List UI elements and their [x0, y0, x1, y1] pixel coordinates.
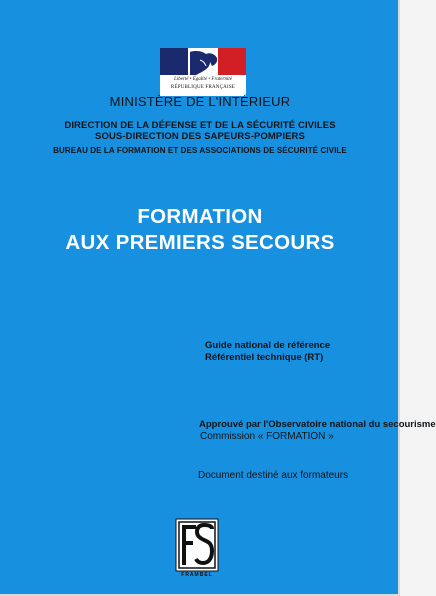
title-line-2: AUX PREMIERS SECOURS	[65, 231, 335, 254]
guide-line-1: Guide national de référence	[205, 340, 331, 351]
logo-motto: Liberté • Égalité • Fraternité	[174, 77, 232, 82]
direction-line-2: SOUS-DIRECTION DES SAPEURS-POMPIERS	[95, 131, 305, 142]
frambel-logo-icon	[176, 519, 218, 571]
audience-text: Document destiné aux formateurs	[198, 470, 349, 481]
guide-line-2: Référentiel technique (RT)	[205, 352, 324, 363]
title-line-1: FORMATION	[137, 205, 263, 228]
logo-republic-text: RÉPUBLIQUE FRANÇAISE	[170, 85, 236, 90]
publisher-name: FRAMBEL	[181, 572, 213, 578]
commission-text: Commission « FORMATION »	[200, 431, 334, 442]
bureau-name: BUREAU DE LA FORMATION ET DES ASSOCIATIONS DE SÉCURITÉ CIVILE	[53, 146, 347, 155]
approval-text: Approuvé par l'Observatoire national du secourisme	[199, 419, 436, 430]
ministry-name: MINISTÈRE DE L'INTÉRIEUR	[109, 94, 291, 109]
direction-line-1: DIRECTION DE LA DÉFENSE ET DE LA SÉCURITÉ CIVILES	[64, 120, 336, 131]
